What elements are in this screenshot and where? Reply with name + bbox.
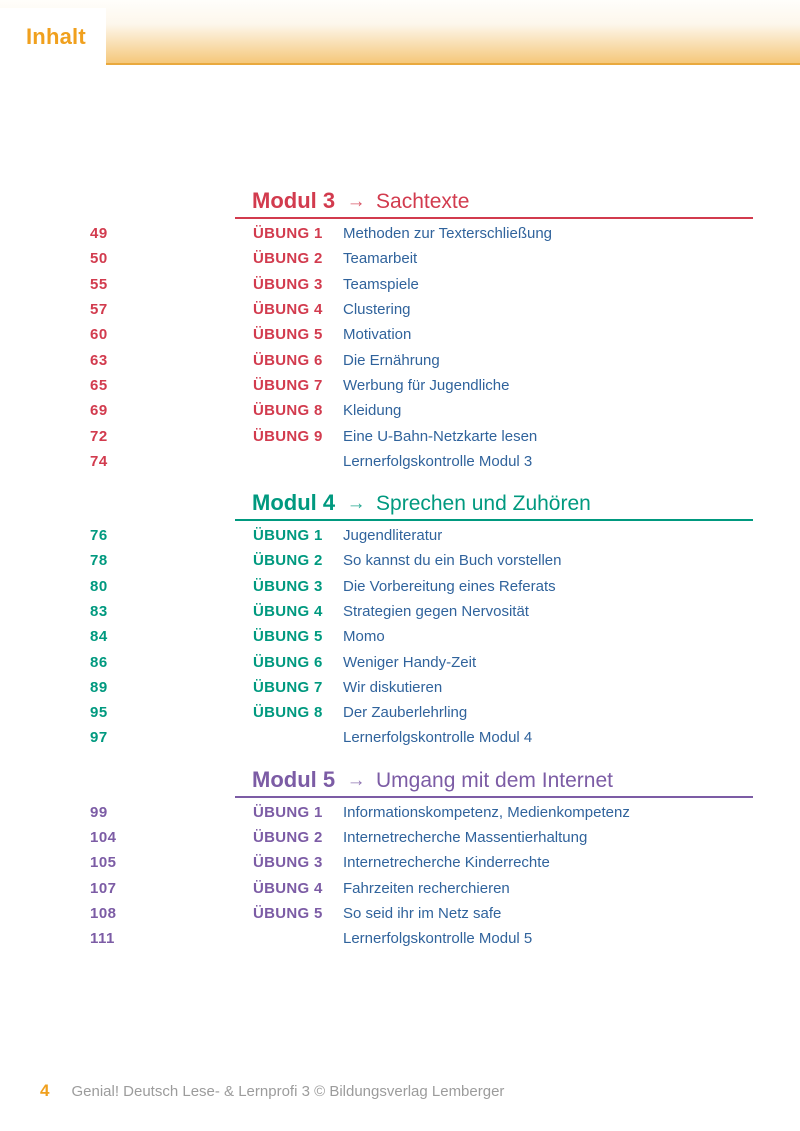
page-number: 108 bbox=[90, 904, 117, 922]
page-number: 97 bbox=[90, 729, 108, 747]
module-subtitle: Umgang mit dem Internet bbox=[376, 768, 613, 792]
page-number: 83 bbox=[90, 603, 108, 620]
page-number: 95 bbox=[90, 704, 108, 722]
page-number: 63 bbox=[90, 351, 108, 369]
exercise-title: Clustering bbox=[343, 301, 411, 319]
toc-row bbox=[0, 876, 800, 901]
toc-row bbox=[0, 373, 800, 398]
exercise-title: Lernerfolgskontrolle Modul 4 bbox=[343, 729, 533, 747]
toc-row bbox=[0, 272, 800, 297]
toc-row bbox=[0, 523, 800, 548]
page-number: 50 bbox=[90, 250, 108, 268]
toc-row bbox=[0, 825, 800, 850]
toc-row bbox=[0, 246, 800, 271]
page-number: 69 bbox=[90, 402, 108, 420]
page-number: 57 bbox=[90, 301, 108, 319]
toc-row bbox=[0, 347, 800, 372]
toc-row bbox=[0, 700, 800, 725]
module-heading bbox=[235, 491, 753, 521]
exercise-title: Strategien gegen Nervosität bbox=[343, 603, 529, 620]
exercise-title: Internetrecherche Massentierhaltung bbox=[343, 829, 588, 847]
toc-row bbox=[0, 221, 800, 246]
exercise-title: So kannst du ein Buch vorstellen bbox=[343, 552, 562, 570]
toc-row bbox=[0, 574, 800, 599]
header-band bbox=[0, 0, 800, 65]
page-number: 107 bbox=[90, 879, 117, 897]
exercise-label: ÜBUNG 2 bbox=[253, 250, 323, 268]
page-number: 55 bbox=[90, 275, 108, 293]
exercise-title: Fahrzeiten recherchieren bbox=[343, 879, 510, 897]
module-name: Modul 3 bbox=[252, 188, 336, 213]
exercise-label: ÜBUNG 8 bbox=[253, 402, 323, 420]
section-modul-4 bbox=[0, 491, 800, 751]
exercise-title: Die Ernährung bbox=[343, 351, 440, 369]
exercise-label: ÜBUNG 2 bbox=[253, 552, 323, 570]
page-number: 99 bbox=[90, 803, 108, 821]
module-name: Modul 5 bbox=[252, 766, 336, 792]
section-modul-3 bbox=[0, 189, 800, 474]
exercise-label: ÜBUNG 1 bbox=[253, 225, 323, 243]
exercise-label: ÜBUNG 5 bbox=[253, 628, 323, 646]
exercise-title: Wir diskutieren bbox=[343, 678, 443, 696]
exercise-label: ÜBUNG 2 bbox=[253, 829, 323, 847]
toc-row bbox=[0, 901, 800, 926]
module-name: Modul 4 bbox=[252, 489, 336, 515]
footer-credit: Genial! Deutsch Lese- & Lernprofi 3 © Bildungsverlag Lemberger bbox=[71, 1083, 505, 1100]
module-subtitle: Sachtexte bbox=[376, 190, 470, 213]
toc-row bbox=[0, 398, 800, 423]
page-number: 78 bbox=[90, 552, 108, 570]
arrow-right-icon: → bbox=[346, 769, 366, 791]
page-number: 111 bbox=[90, 930, 115, 948]
exercise-label: ÜBUNG 1 bbox=[253, 803, 323, 821]
page-number: 84 bbox=[90, 628, 108, 646]
exercise-title: Momo bbox=[343, 628, 385, 646]
page-number: 89 bbox=[90, 678, 108, 696]
exercise-label: ÜBUNG 6 bbox=[253, 653, 323, 671]
exercise-title: Kleidung bbox=[343, 402, 402, 420]
toc-row bbox=[0, 599, 800, 624]
arrow-right-icon: → bbox=[346, 191, 366, 212]
page-number: 105 bbox=[90, 854, 117, 872]
module-entries bbox=[0, 800, 800, 952]
exercise-label: ÜBUNG 3 bbox=[253, 854, 323, 872]
exercise-label: ÜBUNG 1 bbox=[253, 527, 323, 545]
module-heading bbox=[235, 189, 753, 219]
page-footer bbox=[40, 1081, 504, 1101]
exercise-title: Teamspiele bbox=[343, 275, 419, 293]
exercise-title: Der Zauberlehrling bbox=[343, 704, 468, 722]
exercise-title: Die Vorbereitung eines Referats bbox=[343, 577, 556, 595]
exercise-label: ÜBUNG 3 bbox=[253, 577, 323, 595]
page-number: 104 bbox=[90, 829, 117, 847]
exercise-title: Werbung für Jugendliche bbox=[343, 376, 510, 394]
exercise-title: Methoden zur Texterschließung bbox=[343, 225, 553, 243]
exercise-label: ÜBUNG 5 bbox=[253, 326, 323, 344]
toc-content bbox=[0, 65, 800, 951]
exercise-title: Lernerfolgskontrolle Modul 3 bbox=[343, 452, 533, 470]
toc-row bbox=[0, 800, 800, 825]
exercise-title: So seid ihr im Netz safe bbox=[343, 904, 502, 922]
toc-row bbox=[0, 322, 800, 347]
exercise-label: ÜBUNG 3 bbox=[253, 275, 323, 293]
toc-row bbox=[0, 449, 800, 474]
exercise-label: ÜBUNG 7 bbox=[253, 678, 323, 696]
toc-row bbox=[0, 624, 800, 649]
toc-row bbox=[0, 926, 800, 951]
page-number: 72 bbox=[90, 427, 108, 445]
exercise-label: ÜBUNG 4 bbox=[253, 603, 323, 620]
exercise-label: ÜBUNG 9 bbox=[253, 427, 323, 445]
module-subtitle: Sprechen und Zuhören bbox=[376, 491, 591, 515]
page-number: 74 bbox=[90, 452, 108, 470]
page-number: 80 bbox=[90, 577, 108, 595]
exercise-title: Teamarbeit bbox=[343, 250, 418, 268]
exercise-label: ÜBUNG 7 bbox=[253, 376, 323, 394]
exercise-title: Informationskompetenz, Medienkompetenz bbox=[343, 803, 630, 821]
section-modul-5 bbox=[0, 768, 800, 952]
exercise-label: ÜBUNG 4 bbox=[253, 301, 323, 319]
header-tab bbox=[0, 8, 106, 65]
toc-row bbox=[0, 850, 800, 875]
page-number: 49 bbox=[90, 225, 108, 243]
page-number: 60 bbox=[90, 326, 108, 344]
exercise-label: ÜBUNG 6 bbox=[253, 351, 323, 369]
page-title: Inhalt bbox=[26, 23, 86, 49]
exercise-title: Jugendliteratur bbox=[343, 527, 443, 545]
page-number: 76 bbox=[90, 527, 108, 545]
toc-row bbox=[0, 675, 800, 700]
exercise-title: Eine U-Bahn-Netzkarte lesen bbox=[343, 427, 538, 445]
toc-row bbox=[0, 297, 800, 322]
page-number: 65 bbox=[90, 376, 108, 394]
module-heading bbox=[235, 768, 753, 798]
exercise-title: Motivation bbox=[343, 326, 412, 344]
exercise-title: Internetrecherche Kinderrechte bbox=[343, 854, 550, 872]
footer-page-number: 4 bbox=[40, 1081, 50, 1100]
exercise-title: Weniger Handy-Zeit bbox=[343, 653, 477, 671]
toc-row bbox=[0, 725, 800, 750]
page-number: 86 bbox=[90, 653, 108, 671]
toc-row bbox=[0, 423, 800, 448]
module-entries bbox=[0, 221, 800, 474]
module-entries bbox=[0, 523, 800, 751]
exercise-label: ÜBUNG 8 bbox=[253, 704, 323, 722]
exercise-label: ÜBUNG 4 bbox=[253, 879, 323, 897]
toc-row bbox=[0, 649, 800, 674]
arrow-right-icon: → bbox=[346, 492, 366, 514]
exercise-label: ÜBUNG 5 bbox=[253, 904, 323, 922]
exercise-title: Lernerfolgskontrolle Modul 5 bbox=[343, 930, 533, 948]
toc-row bbox=[0, 548, 800, 573]
